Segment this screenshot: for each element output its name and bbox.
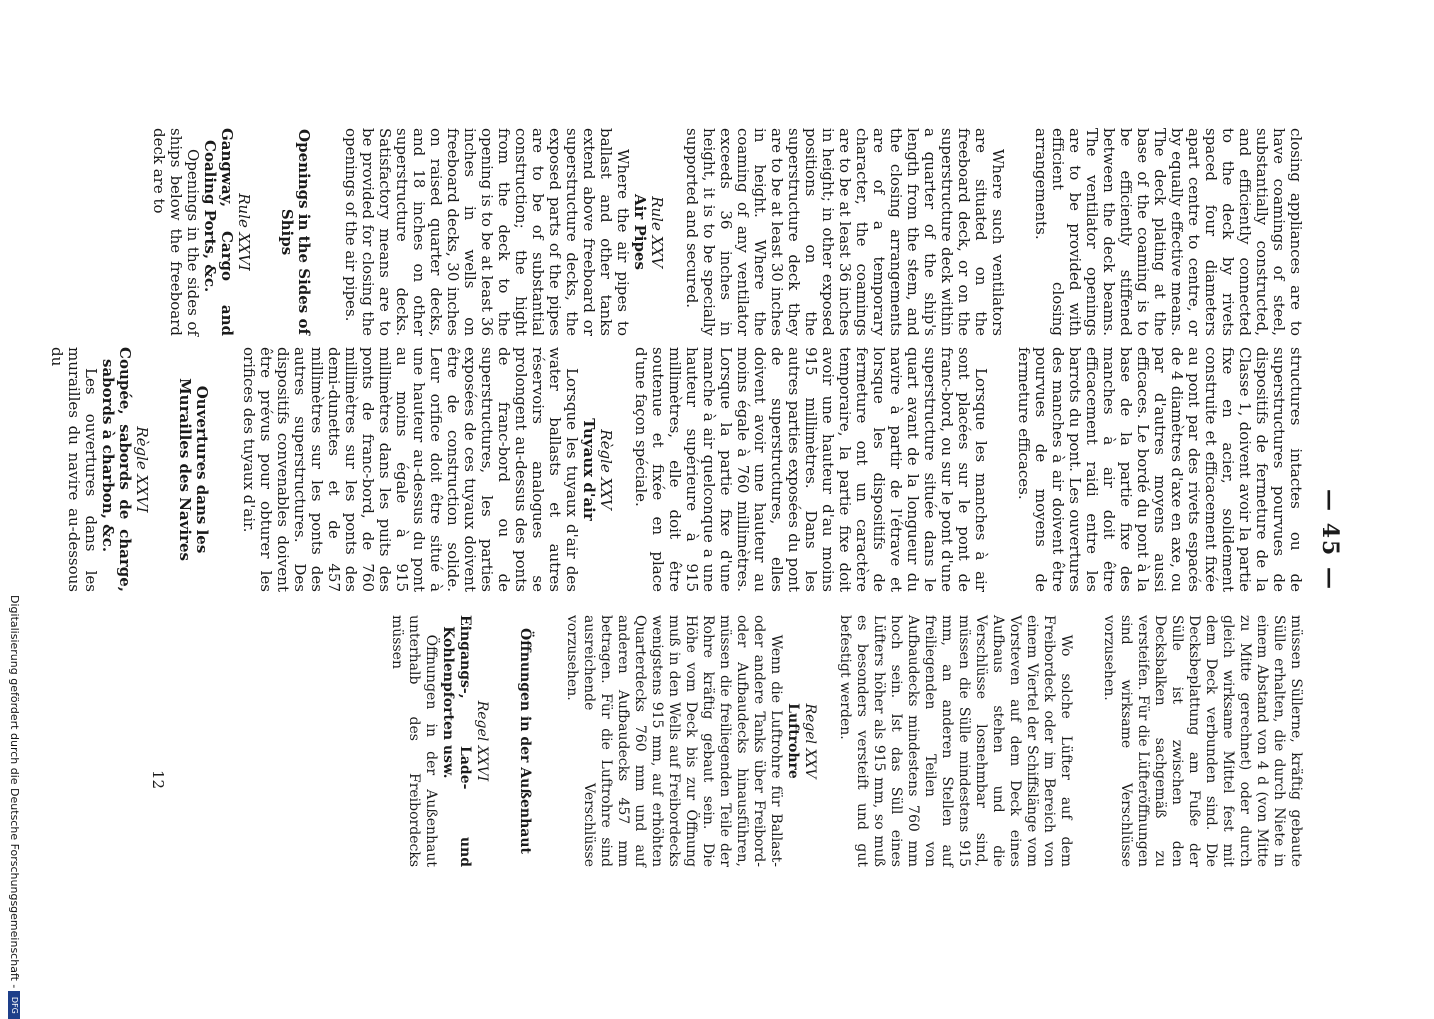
english-paragraph-4: Openings in the sides of ships below the freeboard deck are to — [150, 128, 202, 336]
spacer — [989, 347, 1015, 592]
page-number: — 45 — — [1317, 489, 1343, 591]
french-rule-26-heading: Règle XXVI — [133, 426, 151, 513]
german-rule-25-heading: Regel XXV — [802, 703, 818, 779]
german-rule-26-heading: Regel XXVI — [474, 700, 490, 782]
spacer — [312, 128, 342, 336]
english-rule-25-heading: Rule XXV — [648, 196, 666, 268]
english-paragraph-1: closing appliances are to have coamings of steel, substantially constructed, and efficiently connected to the deck by rivets spaced four diameters apart centre to centre, or by equally effective means. The deck plating at the base of the coaming is to be efficiently stiffened between the deck beams. The ventilator openings are to be provided with efficient closing arrangements. — [1032, 128, 1305, 336]
english-rule-26-heading: Rule XXVI — [235, 193, 253, 271]
spacer — [614, 347, 632, 592]
french-paragraph-3: Lorsque les tuyaux d'air des water ballasts et autres réservoirs analogues se prolongent au-dessus des ponts de franc-bord ou de superstructures, les parties exposées de ces tuyaux doivent être de construction solide. Leur orifice doit être situé à une hauteur au-dessus du pont au moins égale à 915 millimètres dans les puits des ponts de franc-bord, de 760 millimètres sur les ponts des demi-dunettes et de 457 millimètres sur les ponts des autres superstructures. Des dispositifs convenables doivent être prévus pour obturer les orifices des tuyaux d'air. — [240, 347, 581, 592]
french-paragraph-1: structures intactes ou de superstructures pourvues de dispositifs de fermeture de la Classe 1, doivent avoir la partie fixe en acier, solidement construite et efficacement fixée au pont par des rivets espacés de 4 diamètres d'axe en axe, ou par d'autres moyens aussi efficaces. Le bordé du pont à la base de la partie fixe des manches à air doit être efficacement raidi entre les barrots du pont. Les ouvertures des manches à air doivent être pourvues de moyens de fermeture efficaces. — [1015, 347, 1305, 592]
german-rule-25-title: Luftrohre — [785, 703, 801, 779]
german-column — [388, 615, 1304, 867]
german-paragraph-4: Öffnungen in der Außenhaut unterhalb des Freibordecks müssen — [389, 615, 439, 867]
dfg-logo: DFG — [8, 991, 20, 1019]
spacer — [252, 128, 278, 336]
german-section-heading: Öffnungen in der Außenhaut — [517, 628, 533, 854]
spacer — [665, 128, 683, 336]
french-column — [48, 347, 1304, 592]
spacer — [533, 615, 563, 867]
french-section-heading: Ouvertures dans les Murailles des Navires — [176, 378, 211, 561]
spacer — [1074, 615, 1100, 867]
spacer — [818, 615, 836, 867]
spacer — [490, 615, 516, 867]
german-paragraph-2: Wo solche Lüfter auf dem Freibordeck oder im Bereich von einem Viertel der Schiffslänge vom Vorsteven auf dem Deck eines Aufbaus stehen und die Verschlüsse losnehmbar sind, müssen die Sülle mindestens 915 mm, an anderen Stellen auf freiliegenden Teilen von Aufbaudecks mindestens 760 mm hoch sein. Ist das Süll eines Lüfters höher als 915 mm, so muß es besonders versteift und gut befestigt werden. — [837, 615, 1074, 867]
french-rule-25-title: Tuyaux d'air — [580, 418, 598, 521]
german-paragraph-1: müssen Süllerne, kräftig gebaute Sülle erhalten, die durch Niete in einem Abstand von 4 d (von Mitte zu Mitte gerechnet) oder durch gleich wirksame Mittel fest mit dem Deck verbunden sind. Die Decksbeplattung am Fuße der Sülle ist zwischen den Decksbalken sachgemäß zu versteifen. Für die Lüfteröffnungen sind wirksame Verschlüsse vorzusehen. — [1101, 615, 1304, 867]
spacer — [1006, 128, 1032, 336]
funding-credit — [8, 595, 21, 1019]
french-paragraph-2: Lorsque les manches à air sont placées sur le pont de franc-bord, ou sur le pont d'une superstructure située dans le quart avant de la longueur du navire à partir de l'étrave et lorsque les dispositifs de fermeture ont un caractère temporaire, la partie fixe doit avoir une hauteur d'au moins 915 millimètres. Dans les autres parties exposées du pont de superstructures, elles doivent avoir une hauteur au moins égale à 760 millimètres. Lorsque la partie fixe d'une manche à air quelconque a une hauteur supérieure à 915 millimètres, elle doit être soutenue et fixée en place d'une façon spéciale. — [632, 347, 990, 592]
english-section-heading: Openings in the Sides of Ships — [278, 129, 313, 335]
english-rule-26-title: Gangway, Cargo and Coaling Ports, &c. — [201, 128, 236, 336]
credit-text: Digitalisierung gefördert durch die Deutsche Forschungsgemeinschaft - — [8, 595, 21, 989]
english-column — [150, 128, 1304, 336]
spacer — [150, 347, 176, 592]
german-paragraph-3: Wenn die Luftrohre für Ballast- oder andere Tanks über Freibord- oder Aufbaudecks hinausführen, müssen die freiliegenden Teile der Rohre kräftig gebaut sein. Die Höhe vom Deck bis zur Öffnung muß in den Wells auf Freibordecks wenigstens 915 mm, auf erhöhten Quarterdecks 760 mm und auf anderen Aufbaudecks 457 mm betragen. Für die Luftrohre sind ausreichende Verschlüsse vorzusehen. — [564, 615, 784, 867]
english-paragraph-2: Where such ventilators are situated on the freeboard deck, or on the superstructure deck within a quarter of the ship's length from the stem, and the closing arrangements are of a temporary character, the coamings are to be at least 36 inches in height; in other exposed positions on the superstructure deck they are to be at least 30 inches in height. Where the coaming of any ventilator exceeds 36 inches in height, it is to be specially supported and secured. — [683, 128, 1007, 336]
sheet-number: 12 — [149, 770, 167, 790]
french-rule-25-heading: Règle XXV — [597, 429, 615, 510]
french-rule-26-title: Coupée, sabords de charge, sabords à charbon, &c. — [99, 347, 134, 592]
english-rule-25-title: Air Pipes — [631, 194, 649, 270]
english-paragraph-3: Where the air pipes to ballast and other tanks extend above freeboard or superstructure decks, the exposed parts of the pipes are to be of substantial construction; the hight from the deck to the opening is to be at least 36 inches in wells on freeboard decks, 30 inches on raised quarter decks, and 18 inches on other superstructure decks. Satisfactory means are to be provided for closing the openings of the air pipes. — [342, 128, 632, 336]
german-rule-26-title: Eingangs-, Lade- und Kohlenpforten usw. — [440, 615, 473, 867]
spacer — [210, 347, 240, 592]
french-paragraph-4: Les ouvertures dans les murailles du navire au-dessous du — [48, 347, 100, 592]
